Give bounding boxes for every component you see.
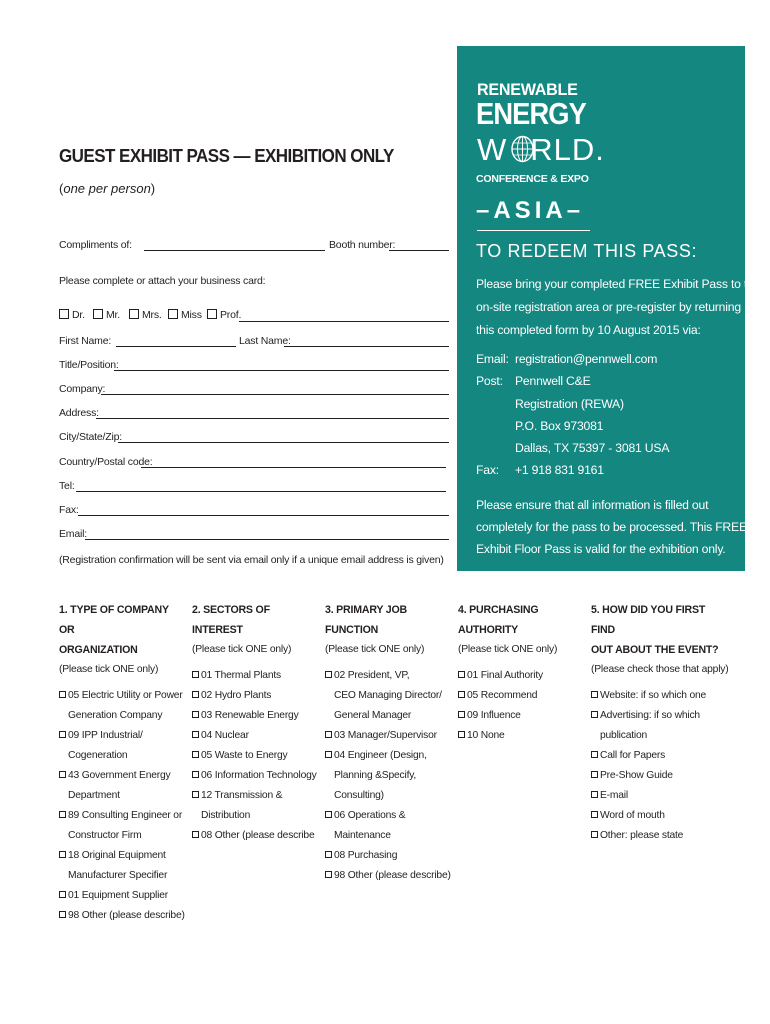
checkbox-option[interactable]: 06 Operations & xyxy=(325,806,455,826)
fax-label: Fax: xyxy=(59,504,79,516)
booth-label: Booth number: xyxy=(329,239,396,251)
title-checkbox-dr[interactable]: Dr. xyxy=(59,309,85,321)
checkbox-option[interactable]: 09 IPP Industrial/ xyxy=(59,726,184,746)
checkbox-icon xyxy=(59,309,69,319)
job-function-column xyxy=(325,600,455,886)
city-state-zip-field[interactable] xyxy=(118,442,449,443)
checkbox-icon xyxy=(93,309,103,319)
checkbox-icon xyxy=(192,791,199,798)
event-source-column xyxy=(591,600,731,846)
checkbox-option[interactable]: Website: if so which one xyxy=(591,686,731,706)
checkbox-option[interactable]: Advertising: if so which xyxy=(591,706,731,726)
title-checkbox-miss[interactable]: Miss xyxy=(168,309,202,321)
column-heading: 3. PRIMARY JOB FUNCTION xyxy=(325,604,407,636)
form-title: GUEST EXHIBIT PASS — EXHIBITION ONLY xyxy=(59,145,394,166)
checkbox-icon xyxy=(129,309,139,319)
checkbox-option[interactable]: 18 Original Equipment xyxy=(59,846,184,866)
checkbox-icon xyxy=(591,791,598,798)
title-checkbox-mrs[interactable]: Mrs. xyxy=(129,309,162,321)
checkbox-option[interactable]: 02 President, VP, xyxy=(325,666,455,686)
checkbox-icon xyxy=(192,711,199,718)
checkbox-icon xyxy=(325,731,332,738)
checkbox-icon xyxy=(59,891,66,898)
closing-line: Please ensure that all information is filled out xyxy=(476,498,709,512)
logo-world: W RLD. xyxy=(477,132,605,167)
checkbox-icon xyxy=(59,771,66,778)
logo-renewable: RENEWABLE xyxy=(477,80,578,99)
sectors-column xyxy=(192,600,317,846)
post-address-line: Pennwell C&E xyxy=(515,374,591,388)
title-checkbox-prof[interactable]: Prof. xyxy=(207,309,241,321)
business-card-note: Please complete or attach your business card: xyxy=(59,275,266,287)
checkbox-icon xyxy=(591,751,598,758)
checkbox-icon xyxy=(591,831,598,838)
checkbox-option[interactable]: 89 Consulting Engineer or xyxy=(59,806,184,826)
first-name-field[interactable] xyxy=(116,346,236,347)
column-heading: 1. TYPE OF COMPANY OR xyxy=(59,604,169,636)
country-postal-label: Country/Postal code: xyxy=(59,456,153,468)
last-name-field[interactable] xyxy=(284,346,449,347)
checkbox-icon xyxy=(59,811,66,818)
column-heading: OUT ABOUT THE EVENT? xyxy=(591,644,719,656)
checkbox-option[interactable]: 12 Transmission & xyxy=(192,786,317,806)
checkbox-option[interactable]: 01 Thermal Plants xyxy=(192,666,317,686)
checkbox-option[interactable]: Call for Papers xyxy=(591,746,731,766)
option-continuation: publication xyxy=(600,730,648,741)
option-continuation: Maintenance xyxy=(334,830,391,841)
checkbox-option[interactable]: 08 Other (please describe xyxy=(192,826,317,846)
checkbox-option[interactable]: 06 Information Technology xyxy=(192,766,317,786)
column-note: (Please tick ONE only) xyxy=(59,664,159,675)
option-continuation: Distribution xyxy=(201,810,251,821)
instructions-line: on-site registration area or pre-register by returning xyxy=(476,300,741,314)
checkbox-icon xyxy=(458,711,465,718)
column-heading: ORGANIZATION xyxy=(59,644,138,656)
checkbox-option[interactable]: Other: please state xyxy=(591,826,731,846)
first-name-label: First Name: xyxy=(59,335,112,347)
tel-field[interactable] xyxy=(76,491,446,492)
option-continuation: Generation Company xyxy=(68,710,163,721)
checkbox-option[interactable]: 98 Other (please describe) xyxy=(325,866,455,886)
registration-note: (Registration confirmation will be sent via email only if a unique email address is given) xyxy=(59,554,444,566)
logo-energy: ENERGY xyxy=(476,96,586,131)
checkbox-icon xyxy=(325,751,332,758)
column-note: (Please tick ONE only) xyxy=(192,644,292,655)
checkbox-icon xyxy=(192,771,199,778)
closing-line: Exhibit Floor Pass is valid for the exhibition only. xyxy=(476,542,726,556)
option-continuation: Cogeneration xyxy=(68,750,128,761)
booth-field[interactable] xyxy=(389,250,449,251)
option-continuation: Constructor Firm xyxy=(68,830,142,841)
post-label: Post: xyxy=(476,374,503,388)
checkbox-option[interactable]: 04 Nuclear xyxy=(192,726,317,746)
compliments-field[interactable] xyxy=(144,250,325,251)
compliments-label: Compliments of: xyxy=(59,239,132,251)
fax-field[interactable] xyxy=(78,515,449,516)
logo-conference-expo: CONFERENCE & EXPO xyxy=(476,173,589,185)
option-continuation: Consulting) xyxy=(334,790,384,801)
checkbox-icon xyxy=(325,671,332,678)
checkbox-icon xyxy=(591,711,598,718)
column-note: (Please tick ONE only) xyxy=(325,644,425,655)
checkbox-icon xyxy=(591,691,598,698)
checkbox-icon xyxy=(59,911,66,918)
checkbox-icon xyxy=(207,309,217,319)
option-continuation: General Manager xyxy=(334,710,412,721)
column-note: (Please tick ONE only) xyxy=(458,644,558,655)
checkbox-icon xyxy=(458,691,465,698)
checkbox-icon xyxy=(192,731,199,738)
company-type-column xyxy=(59,600,184,926)
checkbox-option[interactable]: 03 Manager/Supervisor xyxy=(325,726,455,746)
country-postal-field[interactable] xyxy=(141,467,446,468)
option-continuation: Planning &Specify, xyxy=(334,770,417,781)
tel-label: Tel: xyxy=(59,480,75,492)
fax-contact-value: +1 918 831 9161 xyxy=(515,463,604,477)
column-heading: 2. SECTORS OF INTEREST xyxy=(192,604,270,636)
checkbox-option[interactable]: 05 Recommend xyxy=(458,686,586,706)
checkbox-option[interactable]: 01 Equipment Supplier xyxy=(59,886,184,906)
email-contact-value[interactable]: registration@pennwell.com xyxy=(515,352,658,366)
post-address-line: Dallas, TX 75397 - 3081 USA xyxy=(515,441,670,455)
post-address-line: P.O. Box 973081 xyxy=(515,419,604,433)
checkbox-option[interactable]: E-mail xyxy=(591,786,731,806)
checkbox-icon xyxy=(59,851,66,858)
closing-line: completely for the pass to be processed. This FREE xyxy=(476,520,747,534)
option-continuation: Department xyxy=(68,790,120,801)
prof-field[interactable] xyxy=(239,321,449,322)
checkbox-icon xyxy=(325,871,332,878)
checkbox-icon xyxy=(458,671,465,678)
checkbox-option[interactable]: 08 Purchasing xyxy=(325,846,455,866)
checkbox-option[interactable]: 01 Final Authority xyxy=(458,666,586,686)
checkbox-option[interactable]: 03 Renewable Energy xyxy=(192,706,317,726)
checkbox-option[interactable]: 98 Other (please describe) xyxy=(59,906,184,926)
last-name-label: Last Name: xyxy=(239,335,291,347)
checkbox-icon xyxy=(325,811,332,818)
email-contact-label: Email: xyxy=(476,352,509,366)
title-position-label: Title/Position: xyxy=(59,359,119,371)
checkbox-icon xyxy=(591,771,598,778)
checkbox-option[interactable]: Pre-Show Guide xyxy=(591,766,731,786)
checkbox-icon xyxy=(325,851,332,858)
checkbox-option[interactable]: Word of mouth xyxy=(591,806,731,826)
checkbox-option[interactable]: 02 Hydro Plants xyxy=(192,686,317,706)
checkbox-icon xyxy=(59,691,66,698)
form-subtitle: (one per person) xyxy=(59,181,156,196)
email-field[interactable] xyxy=(85,539,449,540)
company-field[interactable] xyxy=(101,394,449,395)
checkbox-icon xyxy=(59,731,66,738)
checkbox-icon xyxy=(192,751,199,758)
checkbox-option[interactable]: 10 None xyxy=(458,726,586,746)
checkbox-option[interactable]: 05 Waste to Energy xyxy=(192,746,317,766)
column-heading: 5. HOW DID YOU FIRST FIND xyxy=(591,604,706,636)
email-label: Email: xyxy=(59,528,87,540)
instructions-line: Please bring your completed FREE Exhibit Pass to the xyxy=(476,277,761,291)
option-continuation: Manufacturer Specifier xyxy=(68,870,168,881)
title-checkbox-mr[interactable]: Mr. xyxy=(93,309,120,321)
address-field[interactable] xyxy=(96,418,449,419)
redeem-panel xyxy=(457,46,761,571)
checkbox-icon xyxy=(591,811,598,818)
checkbox-option[interactable]: 43 Government Energy xyxy=(59,766,184,786)
redeem-heading: TO REDEEM THIS PASS: xyxy=(476,241,698,261)
globe-icon xyxy=(511,135,534,163)
logo-divider xyxy=(477,230,590,231)
option-continuation: CEO Managing Director/ xyxy=(334,690,442,701)
checkbox-option[interactable]: 04 Engineer (Design, xyxy=(325,746,455,766)
checkbox-icon xyxy=(192,831,199,838)
purchasing-authority-column xyxy=(458,600,586,746)
checkbox-icon xyxy=(192,691,199,698)
city-state-zip-label: City/State/Zip: xyxy=(59,431,122,443)
checkbox-icon xyxy=(192,671,199,678)
checkbox-option[interactable]: 05 Electric Utility or Power xyxy=(59,686,184,706)
checkbox-option[interactable]: 09 Influence xyxy=(458,706,586,726)
checkbox-icon xyxy=(168,309,178,319)
logo-asia: –ASIA– xyxy=(476,197,585,224)
column-heading: 4. PURCHASING AUTHORITY xyxy=(458,604,539,636)
title-position-field[interactable] xyxy=(114,370,449,371)
checkbox-icon xyxy=(458,731,465,738)
instructions-line: this completed form by 10 August 2015 via: xyxy=(476,323,701,337)
column-note: (Please check those that apply) xyxy=(591,664,729,675)
fax-contact-label: Fax: xyxy=(476,463,499,477)
company-label: Company: xyxy=(59,383,106,395)
post-address-line: Registration (REWA) xyxy=(515,397,624,411)
address-label: Address: xyxy=(59,407,99,419)
